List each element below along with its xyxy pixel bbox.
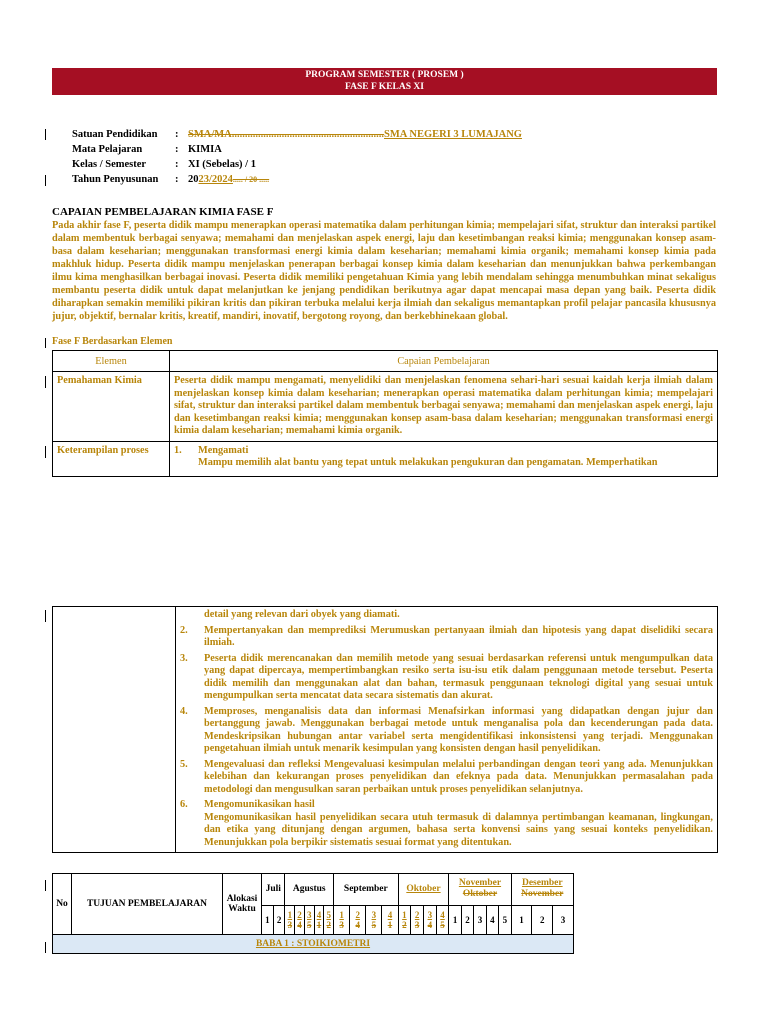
week-cell-november: 3 (474, 905, 486, 934)
week-cell-september (382, 905, 398, 934)
week-old-number: 5 (371, 919, 377, 930)
satuan-new-value: SMA NEGERI 3 LUMAJANG (384, 129, 522, 140)
week-new-number: 3 (307, 909, 312, 920)
satuan-dots: .......................................................... (231, 129, 384, 140)
colon: : (175, 129, 179, 140)
week-cell-oktober (423, 905, 436, 934)
colon: : (175, 174, 179, 185)
change-bar (45, 376, 46, 388)
week-cell-september (334, 905, 350, 934)
step-text: Mampu memilih alat bantu yang tepat untuk melakukan pengukuran dan pengamatan. Memperhatikan (198, 457, 658, 468)
step-number: 1. (174, 444, 182, 456)
elemen-table (52, 350, 718, 477)
colon: : (175, 159, 179, 170)
week-old-number: 2 (402, 919, 407, 930)
page-banner (52, 68, 717, 95)
week-cell-juli: 1 (262, 905, 274, 934)
week-cell-agustus (304, 905, 314, 934)
table-row (53, 441, 718, 476)
change-bar (45, 129, 46, 140)
column-header-capaian: Capaian Pembelajaran (170, 351, 718, 372)
week-cell-juli: 2 (273, 905, 285, 934)
column-header-elemen: Elemen (53, 351, 170, 372)
banner-title: PROGRAM SEMESTER ( PROSEM ) (305, 70, 464, 80)
change-bar (45, 942, 46, 953)
week-cell-november: 5 (499, 905, 511, 934)
step-item (180, 653, 713, 703)
week-cell-agustus (324, 905, 334, 934)
elemen-cell: Keterampilan proses (53, 441, 170, 476)
week-new-number: 5 (326, 909, 331, 920)
week-cell-september (366, 905, 382, 934)
step-text: Peserta didik merencanakan dan memilih metode yang sesuai berdasarkan referensi untuk mengumpulkan data yang dapat dipercaya, mempertimbangkan resiko serta isu-isu etik dalam penggunaan metode tersebut. Peserta didik memilih dan menggunakan alat dan bahan, termasuk penggunaan teknologi digital yang sesuai untuk mengumpulkan serta mencatat data secara sistematis dan akurat. (204, 652, 713, 701)
tahun-old-value: ..... / 20 ..... (232, 175, 270, 184)
week-old-number: 4 (297, 919, 302, 930)
table-row (53, 607, 718, 853)
month-desember (511, 874, 573, 906)
tahun-label: Tahun Penyusunan (72, 174, 159, 185)
schedule-header-row (53, 874, 574, 906)
elemen-cell: Pemahaman Kimia (53, 372, 170, 442)
month-september: September (334, 874, 399, 906)
tahun-prefix: 20 (188, 174, 199, 185)
satuan-old-value: SMA/MA (188, 129, 232, 140)
week-cell-desember: 1 (511, 905, 532, 934)
capaian-cell (176, 607, 718, 853)
fase-heading: Fase F Berdasarkan Elemen (52, 336, 173, 347)
week-old-number: 3 (339, 919, 344, 930)
step-title: Mengomunikasikan hasil (204, 799, 315, 810)
week-new-number: 2 (297, 909, 302, 920)
step-number: 3. (180, 652, 188, 664)
week-new-number: 3 (427, 909, 433, 920)
week-cell-september (350, 905, 366, 934)
step-text: Mengevaluasi dan refleksi Mengevaluasi kesimpulan melalui perbandingan dengan teori yang ada. Menunjukkan kelebihan dan kekurangan proses penyelidikan dan efeknya pada data. Menunjukkan permasalahan pada metodologi dan mengusulkan saran perbaikan untuk proses penyelidikan selanjutnya. (204, 758, 713, 795)
kelas-label: Kelas / Semester (72, 159, 147, 170)
change-bar (45, 175, 46, 186)
bab-title: BABA 1 : STOIKIOMETRI (53, 935, 574, 954)
column-header-no: No (53, 874, 72, 935)
week-old-number: 3 (414, 919, 420, 930)
mapel-value: KIMIA (188, 144, 222, 155)
schedule-table (52, 873, 574, 954)
week-new-number: 3 (371, 909, 377, 920)
step-number: 5. (180, 758, 188, 770)
week-new-number: 1 (287, 909, 293, 920)
week-old-number: 1 (387, 919, 393, 930)
week-cell-november: 1 (449, 905, 461, 934)
week-new-number: 1 (402, 909, 407, 920)
bab-row (53, 935, 574, 954)
week-old-number: 2 (326, 919, 331, 930)
week-old-number: 4 (427, 919, 433, 930)
month-new-label: Desember (521, 878, 563, 889)
week-cell-oktober (398, 905, 411, 934)
step-heading (180, 799, 713, 812)
step-number: 6. (180, 799, 188, 810)
table-header-row (53, 351, 718, 372)
step-text: detail yang relevan dari obyek yang diamati. (204, 609, 400, 620)
satuan-value (188, 129, 522, 140)
week-cell-oktober (436, 905, 449, 934)
week-old-number: 4 (355, 919, 360, 930)
step-item (180, 706, 713, 756)
banner-subtitle: FASE F KELAS XI (345, 82, 424, 92)
change-bar (45, 338, 46, 348)
week-new-number: 2 (414, 909, 420, 920)
change-bar (45, 610, 46, 622)
tahun-new-value: 23/2024 (198, 174, 233, 185)
month-oktober: Oktober (398, 874, 449, 906)
week-cell-desember: 3 (553, 905, 574, 934)
colon: : (175, 144, 179, 155)
column-header-alokasi: Alokasi Waktu (223, 874, 262, 935)
month-november (449, 874, 511, 906)
week-new-number: 4 (387, 909, 393, 920)
capaian-heading: CAPAIAN PEMBELAJARAN KIMIA FASE F (52, 206, 274, 218)
week-cell-agustus (285, 905, 295, 934)
satuan-label: Satuan Pendidikan (72, 129, 158, 140)
capaian-cell: Peserta didik mampu mengamati, menyelidiki dan menjelaskan fenomena sehari-hari sesuai kaidah kerja ilmiah dalam menjelaskan konsep kimia dalam keseharian; menerapkan operasi matematika dalam perhitungan kimia; mempelajari sifat, struktur dan interaksi partikel dalam membentuk berbagai senyawa; memahami dan menjelaskan aspek energi, laju dan kesetimbangan reaksi kimia; menggunakan konsep asam-basa dalam keseharian; menggunakan transformasi energi kimia dalam keseharian; memahami kimia organik. (170, 372, 718, 442)
month-new-label: November (458, 878, 502, 889)
column-header-tujuan: TUJUAN PEMBELAJARAN (72, 874, 223, 935)
step-text: Memproses, menganalisis data dan informasi Menafsirkan informasi yang didapatkan dengan jujur dan bertanggung jawab. Menggunakan berbagai metode untuk menganalisa pola dan kecenderungan pada data. Mendeskripsikan hubungan antar variabel serta mengidentifikasi inkonsistensi yang terjadi. Menggunakan pengetahuan ilmiah untuk menarik kesimpulan yang konsisten dengan hasil penyelidikan. (204, 705, 713, 754)
month-juli: Juli (262, 874, 285, 906)
week-old-number: 3 (287, 919, 293, 930)
elemen-cell-empty (53, 607, 176, 853)
tahun-value (188, 174, 269, 185)
capaian-cell (170, 441, 718, 476)
week-cell-oktober (411, 905, 424, 934)
week-cell-november: 2 (461, 905, 473, 934)
week-cell-desember: 2 (532, 905, 553, 934)
table-row (53, 372, 718, 442)
change-bar (45, 446, 46, 458)
month-old-label: Oktober (462, 889, 498, 900)
capaian-body: Pada akhir fase F, peserta didik mampu menerapkan operasi matematika dalam perhitungan kimia; mempelajari sifat, struktur dan interaksi partikel dalam membentuk berbagai senyawa; memahami dan menjelaskan aspek energi, laju dan kesetimbangan reaksi kimia; menggunakan konsep asam-basa dalam keseharian; menggunakan transformasi energi kimia dalam keseharian; memahami kimia organik; memahami konsep kimia pada makhluk hidup. Peserta didik mampu menjelaskan penerapan berbagai konsep kimia dalam keseharian dan menunjukkan bahwa perkembangan ilmu kima menghasilkan berbagai inovasi. Peserta didik memiliki pengetahuan Kimia yang lebih mendalam sehingga menumbuhkan minat sekaligus membantu peserta didik untuk dapat melanjutkan ke jenjang pendidikan berikutnya agar dapat mencapai masa depan yang baik. Peserta didik diharapkan semakin memiliki pikiran kritis dan pikiran terbuka melalui kerja ilmiah dan sekaligus memantapkan profil pelajar pancasila khususnya jujur, objektif, bernalar kritis, kreatif, mandiri, inovatif, bergotong royong, dan berkebhinekaan global. (52, 220, 716, 322)
week-new-number: 2 (355, 909, 360, 920)
week-old-number: 5 (307, 919, 312, 930)
step-item (180, 759, 713, 797)
week-new-number: 1 (339, 909, 344, 920)
week-old-number: 5 (440, 919, 445, 930)
month-old-label: November (521, 889, 564, 900)
elemen-table-continued (52, 606, 718, 853)
mapel-label: Mata Pelajaran (72, 144, 143, 155)
week-new-number: 4 (440, 909, 445, 920)
week-old-number: 1 (316, 919, 322, 930)
step-item (180, 625, 713, 650)
week-cell-agustus (314, 905, 324, 934)
step-text: Mempertanyakan dan memprediksi Merumuskan pertanyaan ilmiah dan hipotesis yang dapat diselidiki secara ilmiah. (204, 624, 713, 648)
step-heading (174, 445, 713, 458)
step-title: Mengamati (198, 444, 249, 456)
week-cell-november: 4 (486, 905, 498, 934)
step-number: 2. (180, 624, 188, 636)
steps-list (180, 625, 713, 797)
kelas-value: XI (Sebelas) / 1 (188, 159, 256, 170)
week-new-number: 4 (316, 909, 322, 920)
month-agustus: Agustus (285, 874, 334, 906)
week-cell-agustus (295, 905, 305, 934)
step-number: 4. (180, 705, 188, 717)
change-bar (45, 880, 46, 891)
step-text: Mengomunikasikan hasil penyelidikan secara utuh termasuk di dalamnya pertimbangan keamanan, lingkungan, dan etika yang ditunjang dengan argumen, bahasa serta konvensi sains yang sesuai konteks penyelidikan. Menunjukkan pola berpikir sistematis sesuai format yang ditentukan. (204, 811, 713, 848)
